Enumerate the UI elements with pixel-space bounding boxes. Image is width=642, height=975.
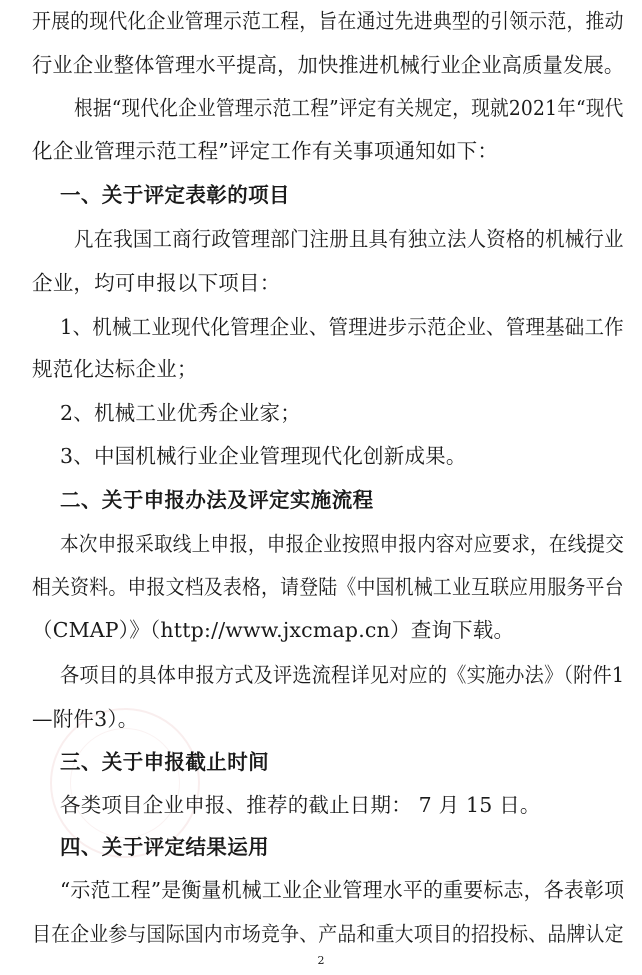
paragraph-line: 行业企业整体管理水平提高，加快推进机械行业企业高质量发展。 <box>32 52 625 77</box>
list-item-1-cont: 规范化达标企业； <box>32 357 198 382</box>
paragraph-line: 各项目的具体申报方式及评选流程详见对应的《实施办法》（附件1 <box>60 663 625 687</box>
list-item-1: 1、机械工业现代化管理企业、管理进步示范企业、管理基础工作 <box>60 314 624 339</box>
paragraph-line: “示范工程”是衡量机械工业企业管理水平的重要标志，各表彰项 <box>60 878 625 903</box>
paragraph-line: 相关资料。申报文档及表格，请登陆《中国机械工业互联应用服务平台 <box>32 574 624 599</box>
paragraph-line: —附件3）。 <box>32 706 139 731</box>
paragraph-line: 开展的现代化企业管理示范工程，旨在通过先进典型的引领示范，推动 <box>32 9 624 33</box>
paragraph-line: 目在企业参与国际国内市场竞争、产品和重大项目的招投标、品牌认定 <box>32 922 624 946</box>
paragraph-line: 本次申报采取线上申报，申报企业按照申报内容对应要求，在线提交 <box>60 531 624 556</box>
section-heading-4: 四、关于评定结果运用 <box>60 835 269 860</box>
section-heading-1: 一、关于评定表彰的项目 <box>60 183 290 208</box>
paragraph-line: 化企业管理示范工程”评定工作有关事项通知如下： <box>32 139 499 164</box>
deadline-line: 各类项目企业申报、推荐的截止日期： 7 月 15 日。 <box>60 792 541 817</box>
paragraph-line: 凡在我国工商行政管理部门注册且具有独立法人资格的机械行业 <box>74 227 624 251</box>
paragraph-line: 企业，均可申报以下项目： <box>32 270 281 295</box>
page-number: 2 <box>317 954 325 967</box>
paragraph-line: （CMAP）》（http://www.jxcmap.cn）查询下载。 <box>32 618 515 643</box>
section-heading-3: 三、关于申报截止时间 <box>60 749 269 774</box>
section-heading-2: 二、关于申报办法及评定实施流程 <box>60 487 374 512</box>
list-item-3: 3、中国机械行业企业管理现代化创新成果。 <box>60 444 467 469</box>
list-item-2: 2、机械工业优秀企业家； <box>60 401 301 426</box>
paragraph-line: 根据“现代化企业管理示范工程”评定有关规定，现就2021年“现代 <box>74 95 624 120</box>
